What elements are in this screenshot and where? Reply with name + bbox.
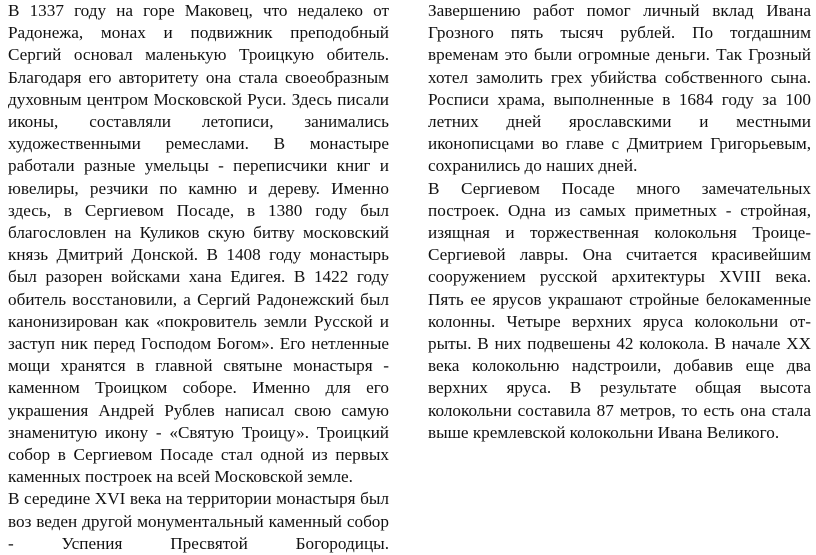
paragraph-assumption-cathedral: В середине XVI века на территории монастыря был воз веден другой монументальный каменный собор - Успения Пресвятой Богородицы. — [8, 489, 389, 553]
paragraph-trinity-monastery-history: В 1337 году на горе Маковец, что недалеко от Радонежа, монах и подвижник преподобный Сергий основал маленькую Троицкую обитель. Благодаря его авторитету она стала своеобразным духовным центром Московской Руси. Здесь писали иконы, составляли летописи, занимались художественными ремеслами. В монастыре работали разные умельцы - переписчики книг и ювелиры, резчики по камню и дереву. Именно здесь, в Сергиевом Посаде, в 1380 году был благословлен на Куликов скую битву московский князь Дмитрий Донской. В 1408 году монастырь был разорен войсками хана Едигея. В 1422 году обитель восстановили, а Сергий Радонежский был канонизирован как «покровитель земли Русской и заступ ник перед Господом Богом». Его нетленные мощи хранятся в главной святыне монастыря - каменном Троицком соборе. Именно для его украшения Андрей Рублев написал свою самую знаменитую икону - «Святую Троицу». Троицкий собор в Сергиевом Посаде стал одной из первых каменных построек на всей Московской земле. — [8, 1, 389, 487]
left-column — [8, 0, 389, 555]
right-column — [428, 0, 811, 444]
paragraph-bell-tower: В Сергиевом Посаде много замечательных построек. Одна из самых приметных - стройная, изящная и торжественная колокольня Троице-Сергиевой лавры. Она считается красивейшим сооружением русской архитектуры XVIII века. Пять ее ярусов украшают стройные белокаменные колонны. Четыре верхних яруса колокольни от-рыты. В них подвешены 42 колокола. В начале XX века колокольню надстроили, добавив еще два верхних яруса. В результате общая высота колокольни составила 87 метров, то есть она стала выше кремлевской колокольни Ивана Великого. — [428, 178, 811, 442]
paragraph-ivan-grozny-contribution: Завершению работ помог личный вклад Ивана Грозного пять тысяч рублей. По тогдашним временам это были огромные деньги. Так Грозный хотел замолить грех убийства собственного сына. Росписи храма, выполненные в 1684 году за 100 летних дней ярославскими и местными иконописцами во главе с Дмитрием Григорьевым, сохранились до наших дней. — [428, 1, 811, 176]
